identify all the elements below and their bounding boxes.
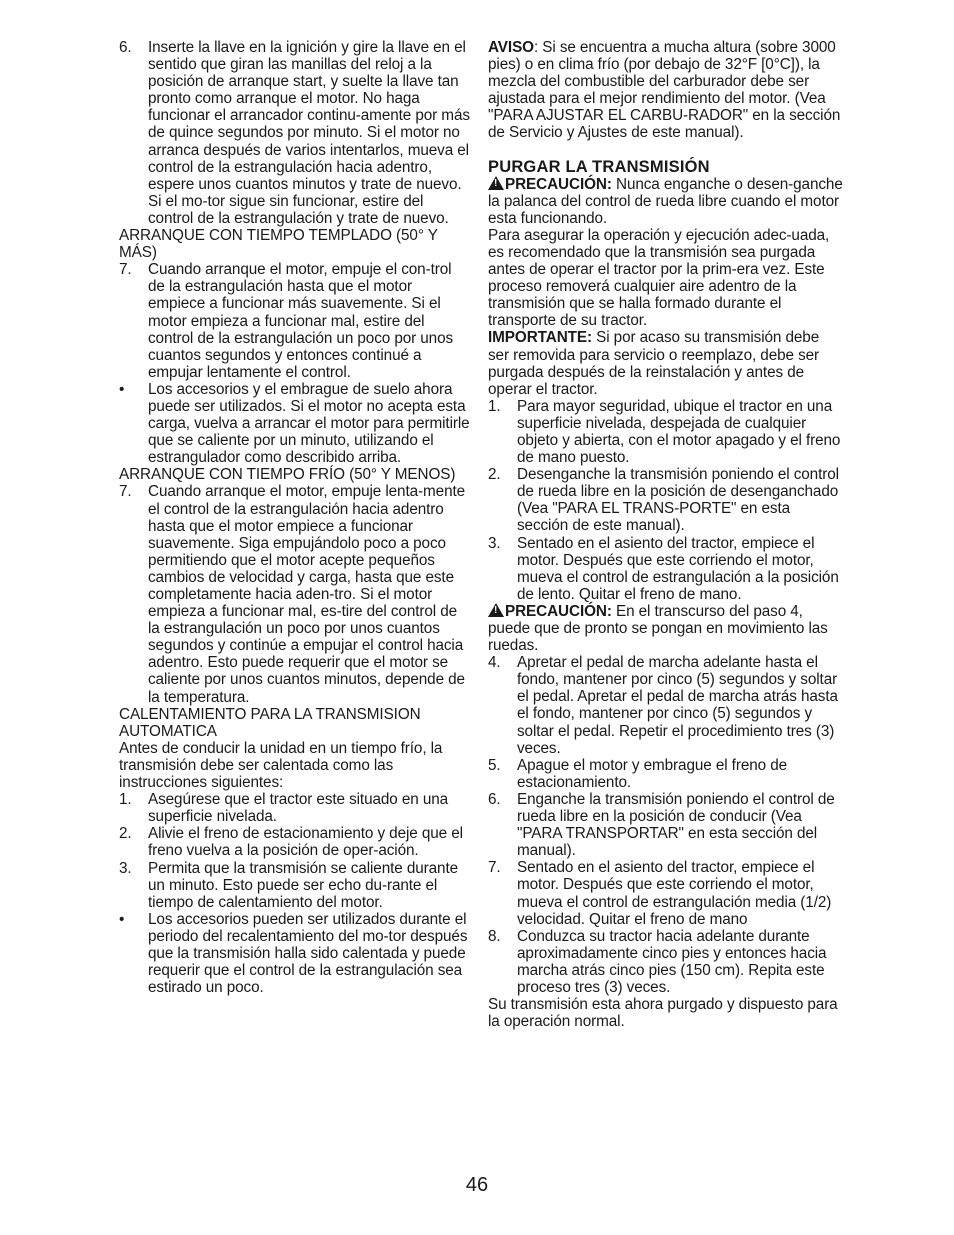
- important-note: [488, 329, 844, 397]
- purge-step-8: [488, 928, 844, 996]
- heating-intro: Antes de conducir la unidad en un tiempo frío, la transmisión debe ser calentada como las instrucciones siguientes:: [119, 739, 443, 792]
- warning-triangle-icon: [488, 176, 504, 190]
- closing-text: Su transmisión esta ahora purgado y dispuesto para la operación normal.: [488, 996, 838, 1031]
- bullet-mark: •: [119, 380, 125, 398]
- step-text: Alivie el freno de estacionamiento y deje que el freno vuelva a la posición de oper-ación.: [148, 825, 463, 860]
- warm-step-7: [119, 261, 471, 381]
- step-text: Cuando arranque el motor, empuje lenta-mente el control de la estrangulación hacia adentro hasta que el motor empiece a funcionar suavemente. Siga empujándolo poco a poco permitiendo que el motor acepte pequeños cambios de velocidad y carga, hasta que este completamente hacia aden-tro. Si el motor empieza a funcionar mal, es-tire del control de la estrangulación un poco por unos cuantos segundos y continúe a empujar el control hacia adentro. Esto puede requerir que el motor se caliente por unos cuantos minutos, depende de la temperatura.: [148, 483, 466, 706]
- heating-step-3: [119, 860, 471, 911]
- step-text: Conduzca su tractor hacia adelante durante aproximadamente cinco pies y entonces hacia marcha atrás cinco pies (150 cm). Repita este proceso tres (3) veces.: [517, 927, 827, 996]
- step-6: [119, 39, 471, 227]
- step-text: Cuando arranque el motor, empuje el con-trol de la estrangulación hasta que el motor empiece a funcionar más suavemente. Si el motor empieza a funcionar mal, estire del control de la estrangulación un poco por unos cuantos segundos y entonces continué a empujar lentamente el control.: [148, 261, 454, 381]
- left-column: [119, 39, 471, 996]
- bullet-text: Los accesorios pueden ser utilizados durante el periodo del recalentamiento del mo-tor después que la transmisión halla sido calentada y puede requerir que el control de la estrangulación sea estirado un poco.: [148, 910, 468, 997]
- purge-step-1: [488, 398, 844, 466]
- cold-step-7: [119, 483, 471, 705]
- step-number: 1.: [488, 397, 501, 415]
- purge-step-4: [488, 654, 844, 757]
- purge-step-7: [488, 859, 844, 927]
- step-number: 3.: [488, 534, 501, 552]
- heating-bullet: [119, 911, 471, 996]
- step-text: Inserte la llave en la ignición y gire la llave en el sentido que giran las manillas del reloj a la posición de arranque start, y suelte la llave tan pronto como arranque el motor. No haga funcionar el arrancador continu-amente por más de quince segundos por minuto. Si el motor no arranca después de varios intentarlos, mueva el control de la estrangulación hacia adentro, espere unos cuantos minutos y trate de nuevo. Si el mo-tor sigue sin funcionar, estire del control de la estrangulación y trate de nuevo.: [148, 39, 470, 227]
- step-number: 8.: [488, 927, 501, 945]
- step-number: 6.: [488, 790, 501, 808]
- purge-step-3: [488, 535, 844, 603]
- caution-label: PRECAUCIÓN:: [505, 175, 612, 193]
- step-number: 7.: [488, 859, 501, 877]
- cold-weather-heading: ARRANQUE CON TIEMPO FRÍO (50° Y MENOS): [119, 466, 456, 484]
- step-number: 3.: [119, 859, 132, 877]
- step-text: Sentado en el asiento del tractor, empiece el motor. Después que este corriendo el motor, mueva el control de estrangulación media (1/2) velocidad. Quitar el freno de mano: [517, 859, 832, 928]
- purge-intro: Para asegurar la operación y ejecución adec-uada, es recomendado que la transmisión sea purgada antes de operar el tractor por la prim-era vez. Este proceso removerá cualquier aire adentro de la transmisión que se halla formado durante el transporte de su tractor.: [488, 226, 830, 330]
- section-title: PURGAR LA TRANSMISIÓN: [488, 157, 710, 176]
- step-text: Permita que la transmisión se caliente durante un minuto. Esto puede ser echo du-rante el tiempo de calentamiento del motor.: [148, 859, 459, 911]
- warm-bullet: [119, 381, 471, 466]
- important-text: Si por acaso su transmisión debe ser removida para servicio o reemplazo, debe ser purgada después de la reinstalación y antes de operar el tractor.: [488, 329, 820, 398]
- step-text: Para mayor seguridad, ubique el tractor en una superficie nivelada, despejada de cualquier objeto y abierta, con el motor apagado y el freno de mano puesto.: [517, 397, 841, 467]
- transmission-heating-heading: CALENTAMIENTO PARA LA TRANSMISION AUTOMATICA: [119, 705, 421, 740]
- important-label: IMPORTANTE:: [488, 329, 592, 347]
- step-number: 7.: [119, 483, 132, 501]
- caution-note-2: [488, 603, 844, 654]
- aviso-note: [488, 39, 844, 142]
- aviso-text: : Si se encuentra a mucha altura (sobre 3000 pies) o en clima frío (por debajo de 32°F [0°C]), la mezcla del combustible del carburador debe ser ajustada para el mejor rendimiento del motor. (Vea "PARA AJUSTAR EL CARBU-RADOR" en la sección de Servicio y Ajustes de este manual).: [488, 39, 841, 142]
- step-text: Apretar el pedal de marcha adelante hasta el fondo, mantener por cinco (5) segundos y soltar el pedal. Apretar el pedal de marcha atrás hasta el fondo, mantener por cinco (5) segundos y soltar el pedal. Repetir el procedimiento tres (3) veces.: [517, 654, 838, 757]
- step-number: 7.: [119, 261, 132, 279]
- step-number: 2.: [119, 825, 132, 843]
- caution-label: PRECAUCIÓN:: [505, 602, 612, 620]
- page-number: 46: [465, 1174, 489, 1196]
- purge-step-6: [488, 791, 844, 859]
- step-number: 6.: [119, 39, 132, 56]
- warning-triangle-icon: [488, 603, 504, 617]
- bullet-mark: •: [119, 910, 125, 928]
- step-number: 5.: [488, 756, 501, 774]
- step-number: 1.: [119, 791, 132, 809]
- caution-text: En el transcurso del paso 4, puede que de pronto se pongan en movimiento las ruedas.: [488, 602, 828, 655]
- step-number: 4.: [488, 654, 501, 672]
- purge-step-2: [488, 466, 844, 534]
- heating-step-1: [119, 791, 471, 825]
- caution-note-1: [488, 176, 844, 227]
- step-text: Sentado en el asiento del tractor, empiece el motor. Después que este corriendo el motor, mueva el control de estrangulación a la posición de lento. Quitar el freno de mano.: [517, 534, 839, 603]
- right-column: [488, 39, 844, 1030]
- aviso-label: AVISO: [488, 39, 534, 56]
- step-text: Desenganche la transmisión poniendo el control de rueda libre en la posición de desenganchado (Vea "PARA EL TRANS-PORTE" en esta sección de este manual).: [517, 466, 839, 535]
- heating-step-2: [119, 825, 471, 859]
- caution-text: Nunca enganche o desen-ganche la palanca del control de rueda libre cuando el motor esta funcionando.: [488, 175, 843, 227]
- purge-step-5: [488, 757, 844, 791]
- step-text: Apague el motor y embrague el freno de estacionamiento.: [517, 756, 788, 791]
- step-text: Asegúrese que el tractor este situado en una superficie nivelada.: [148, 791, 449, 826]
- step-text: Enganche la transmisión poniendo el control de rueda libre en la posición de conducir (Vea "PARA TRANSPORTAR" en esta sección del manual).: [517, 790, 835, 860]
- bullet-text: Los accesorios y el embrague de suelo ahora puede ser utilizados. Si el motor no acepta esta carga, vuelva a arrancar el motor para permitirle que se caliente por un minuto, utilizando el estrangulador como describido arriba.: [148, 380, 470, 467]
- step-number: 2.: [488, 466, 501, 484]
- warm-weather-heading: ARRANQUE CON TIEMPO TEMPLADO (50° Y MÁS): [119, 227, 438, 262]
